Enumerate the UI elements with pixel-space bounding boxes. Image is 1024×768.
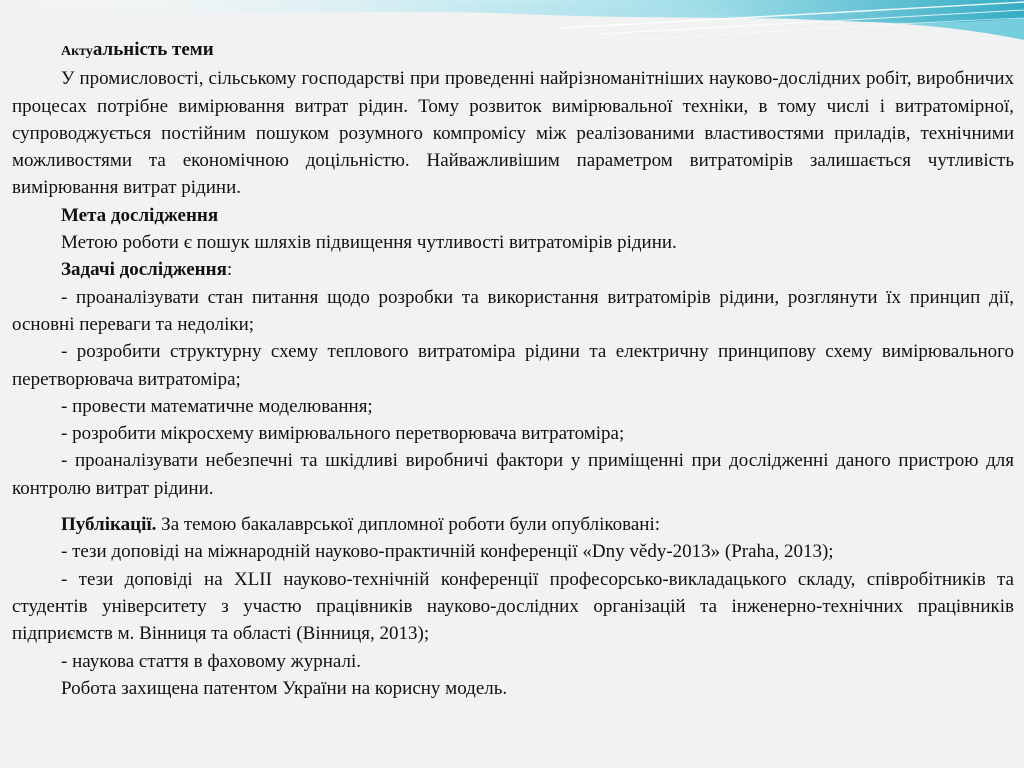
- task-item: - проаналізувати небезпечні та шкідливі виробничі фактори у приміщенні при дослідженні даного пристрою для контролю витрат рідини.: [12, 450, 1014, 499]
- goal-heading: Мета дослідження: [61, 204, 219, 226]
- relevance-text: У промисловості, сільському господарстві при проведенні найрізноманітніших науково-дослідних робіт, виробничих процесах потрібне вимірювання витрат рідин. Тому розвиток вимірювальної техніки, в тому числі і витратомірної, супроводжується постійним пошуком розумного компромісу між реалізованими властивостями приладів, технічними можливостями та економічною доцільністю. Найважливішим параметром витратомірів залишається чутливість вимірювання витрат рідини.: [12, 68, 1014, 199]
- publication-item: - тези доповіді на міжнародній науково-практичній конференції «Dny vědy-2013» (Praha, 2013);: [61, 541, 834, 563]
- patent-text: Робота захищена патентом України на корисну модель.: [61, 677, 508, 699]
- slide-content: [12, 36, 1014, 702]
- relevance-heading: Актуальність теми: [61, 39, 214, 60]
- task-item: - розробити структурну схему теплового витратоміра рідини та електричну принципову схему вимірювального перетворювача витратоміра;: [12, 341, 1014, 390]
- publication-item: - тези доповіді на XLII науково-технічній конференції професорсько-викладацького складу, співробітників та студентів університету з участю працівників науково-дослідних організацій та інженерно-технічних працівників підприємств м. Вінниця та області (Вінниця, 2013);: [12, 568, 1014, 645]
- task-item: - проаналізувати стан питання щодо розробки та використання витратомірів рідини, розглянути їх принцип дії, основні переваги та недоліки;: [12, 286, 1014, 335]
- publications-heading: Публікації. За темою бакалаврської дипломної роботи були опубліковані:: [61, 514, 661, 536]
- task-item: - розробити мікросхему вимірювального перетворювача витратоміра;: [61, 423, 625, 445]
- publication-item: - наукова стаття в фаховому журналі.: [61, 650, 362, 672]
- goal-text: Метою роботи є пошук шляхів підвищення чутливості витратомірів рідини.: [61, 232, 677, 254]
- tasks-heading: Задачі дослідження:: [61, 259, 233, 281]
- task-item: - провести математичне моделювання;: [61, 395, 373, 417]
